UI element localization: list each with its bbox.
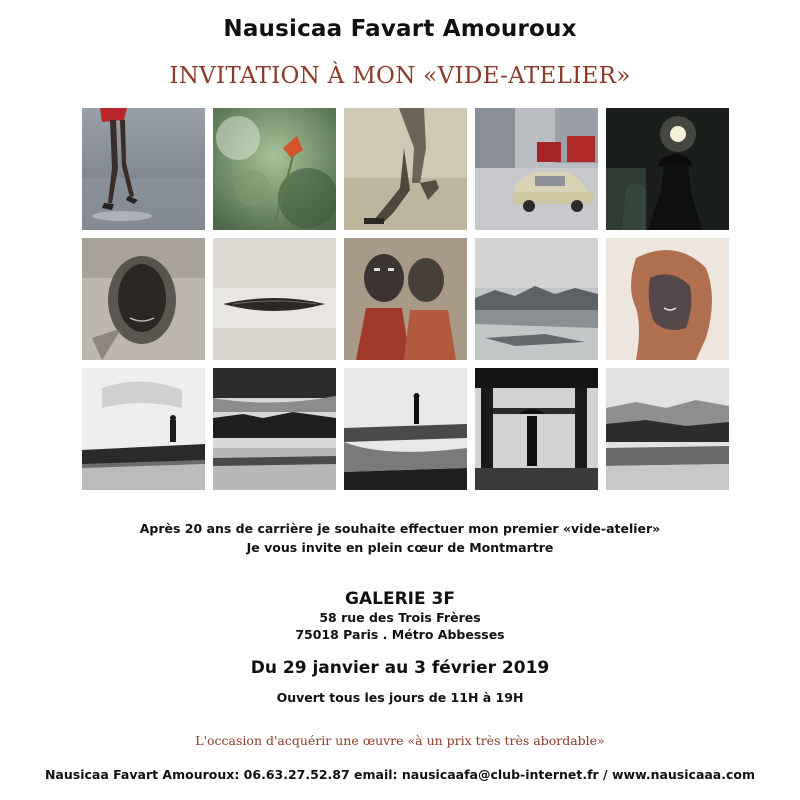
artwork-legs-rain — [82, 108, 205, 230]
artwork-grid — [82, 108, 722, 490]
artwork-walking-figure — [344, 108, 467, 230]
contact-info: Nausicaa Favart Amouroux: 06.63.27.52.87 email: nausicaafa@club-internet.fr / www.nausicaaa.com — [44, 767, 756, 782]
opening-hours: Ouvert tous les jours de 11H à 19H — [276, 690, 524, 705]
intro-line-2: Je vous invite en plein cœur de Montmartre — [246, 540, 554, 555]
artwork-face-profile — [606, 238, 729, 360]
artwork-flower-blur — [213, 108, 336, 230]
artwork-ink-landscape — [606, 368, 729, 490]
artwork-abstract-landscape — [475, 238, 598, 360]
artwork-lips-abstract — [213, 238, 336, 360]
artist-name: Nausicaa Favart Amouroux — [223, 16, 577, 42]
artwork-ink-pier-figure — [475, 368, 598, 490]
event-dates: Du 29 janvier au 3 février 2019 — [250, 658, 550, 678]
artwork-face-dark — [82, 238, 205, 360]
venue-address-line-1: 58 rue des Trois Frères — [319, 610, 481, 625]
artwork-london-taxi — [475, 108, 598, 230]
venue-address-line-2: 75018 Paris . Métro Abbesses — [295, 627, 505, 642]
invitation-title: INVITATION À MON «VIDE-ATELIER» — [169, 63, 631, 89]
offer-text: L'occasion d'acquérir une œuvre «à un prix très très abordable» — [195, 733, 605, 748]
intro-line-1: Après 20 ans de carrière je souhaite effectuer mon premier «vide-atelier» — [139, 521, 661, 536]
artwork-ink-figure-mist — [82, 368, 205, 490]
artwork-night-figure-hat — [606, 108, 729, 230]
venue-name: GALERIE 3F — [345, 589, 455, 609]
artwork-ink-horizon — [213, 368, 336, 490]
artwork-ink-shore-figure — [344, 368, 467, 490]
artwork-two-children — [344, 238, 467, 360]
